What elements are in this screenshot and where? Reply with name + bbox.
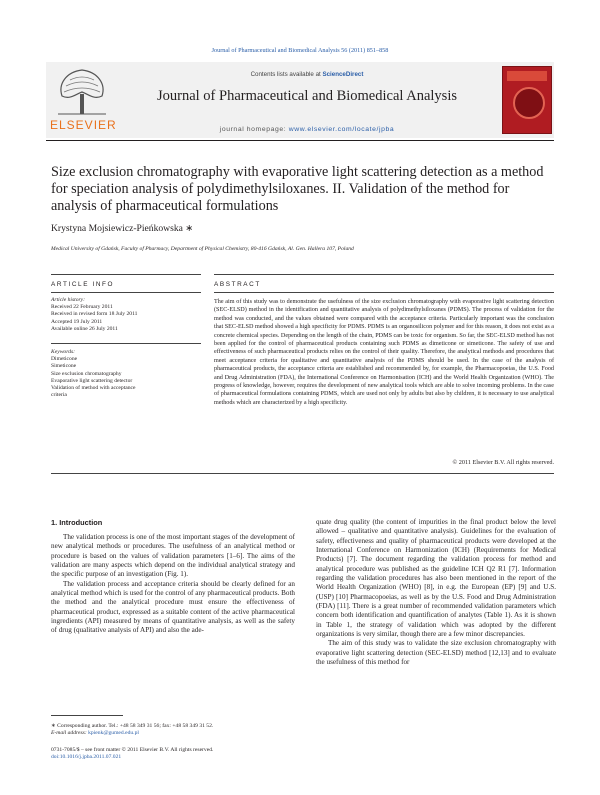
elsevier-tree-logo-icon bbox=[52, 64, 112, 116]
intro-right-column bbox=[316, 518, 556, 668]
keyword-item: criteria bbox=[51, 392, 67, 399]
journal-citation[interactable]: Journal of Pharmaceutical and Biomedical Analysis 56 (2011) 851–858 bbox=[211, 47, 389, 54]
keywords-label: Keywords: bbox=[51, 349, 76, 355]
homepage-prefix: journal homepage: bbox=[219, 126, 289, 133]
abstract-copyright: © 2011 Elsevier B.V. All rights reserved. bbox=[452, 459, 554, 466]
email-link[interactable]: kpienk@gumed.edu.pl bbox=[88, 730, 139, 737]
abstract-sub-rule bbox=[214, 292, 554, 293]
intro-left-column bbox=[51, 533, 295, 636]
history-item: Accepted 19 July 2011 bbox=[51, 318, 103, 325]
article-history bbox=[51, 297, 201, 333]
intro-paragraph: The validation process and acceptance criteria should be clearly defined for an analytical method which is used for the control of any pharmaceutical products. Both the method and the analytical procedure must ensure the effectiveness of pharmaceutical product, expressed as a suitable content of the active pharmaceutical ingredients (API) measured by means of quantitative analysis, as well as the safety of drug (qualitative analysis of API) and also the ade- bbox=[51, 579, 295, 635]
info-sub-rule bbox=[51, 292, 201, 293]
keyword-item: Evaporative light scattering detector bbox=[51, 377, 133, 384]
publisher-logo-text: ELSEVIER bbox=[50, 118, 117, 132]
abstract-text: The aim of this study was to demonstrate the usefulness of the size exclusion chromatography with evaporative light scattering detection (SEC-ELSD) method in the identification and quantitative analysis of polydimethylsiloxanes (PDMS). The process of validation for the method was conducted, and the values obtained were compared with the acceptance criteria. Particularly important was the conclusion that SEC-ELSD method showed a high specificity for PDMS. PDMS is an organosilicon polymer and for this reason, it does not exist as a concrete chemical species. Depending on the length of the chain, PDMS can be toxic for organism. So far, the SEC-ELSD method has not been applied for the control of pharmaceutical products containing such PDMS as dimeticone or simeticone. The safety of use and effectiveness of such pharmaceutical products relies on the control of their quality. Therefore, the analytical methods and procedures that meet acceptance criteria for qualitative and quantitative analysis of the PDMS should be used. In the case of the analysis of pharmaceutical products, the acceptance criteria are established and recommended by, for example, the Pharmacopoeias, the U.S. Food and Drug Administration (FDA), the International Conference on Harmonisation (ICH) and the World Health Organization (WHO). The progress of knowledge, however, requires the development of new analytical tools which are able to solve incoming problems. In the case of pharmaceutical formulations containing PDMS, which are used not only by adults but also by children, it is necessary to use analytical methods which are characterized by a high specificity. bbox=[214, 299, 554, 406]
corresponding-author-footnote bbox=[51, 723, 295, 737]
cover-graphic bbox=[513, 87, 545, 119]
article-authors: Krystyna Mojsiewicz-Pieńkowska ∗ bbox=[51, 223, 194, 234]
contents-line bbox=[116, 71, 498, 78]
introduction-heading: 1. Introduction bbox=[51, 518, 103, 527]
abstract-top-rule bbox=[214, 274, 554, 275]
keywords-rule bbox=[51, 343, 201, 344]
intro-paragraph: quate drug quality (the content of impurities in the final product below the level allowed – qualitative and quantitative analysis). Guidelines for the evaluation of safety, effectiveness and quality of pharmaceutical products were developed at the International Conference on Harmonization (ICH) (Requirements for Medical Products) [7]. The document regarding the validation process for method and analytical procedure was published as the guideline ICH Q2 R1 [7]. Information regarding the validation procedures has also been mentioned in the report of the World Health Organization (WHO) [8], in e.g. the European (EP) [9] and U.S. (USP) [10] Pharmacopoeias, as well as by the U.S. Food and Drug Administration (FDA) [11]. There is a great number of recommended validation parameters which concern both identification and quantification of analytes (Table 1). As it is shown in Table 1, the strategy of validation which was adopted by the different organizations is very similar, though there are a few minor discrepancies. bbox=[316, 518, 556, 639]
contents-prefix: Contents lists available at bbox=[250, 71, 323, 78]
abstract-bottom-rule bbox=[51, 473, 554, 474]
issn-line: 0731-7085/$ – see front matter © 2011 Elsevier B.V. All rights reserved. bbox=[51, 747, 214, 753]
masthead-rule bbox=[46, 140, 554, 141]
footnote-rule bbox=[51, 715, 123, 716]
history-item: Available online 26 July 2011 bbox=[51, 325, 118, 332]
keyword-item: Validation of method with acceptance bbox=[51, 385, 136, 392]
homepage-link[interactable]: www.elsevier.com/locate/jpba bbox=[288, 126, 395, 133]
keyword-item: Dimeticone bbox=[51, 356, 78, 363]
journal-title: Journal of Pharmaceutical and Biomedical Analysis bbox=[157, 88, 457, 104]
journal-cover-thumbnail bbox=[502, 66, 552, 134]
corresponding-author: ∗ Corresponding author. Tel.: +48 58 349 31 56; fax: +48 58 349 31 52. bbox=[51, 723, 214, 729]
author-affiliation: Medical University of Gdańsk, Faculty of Pharmacy, Department of Physical Chemistry, 80-416 Gdańsk, Al. Gen. Hallera 107, Poland bbox=[51, 246, 354, 252]
history-item: Received 22 February 2011 bbox=[51, 304, 113, 311]
history-item: Received in revised form 18 July 2011 bbox=[51, 311, 138, 318]
abstract-heading: ABSTRACT bbox=[214, 281, 261, 288]
intro-paragraph: The aim of this study was to validate the size exclusion chromatography with evaporative light scattering detection (SEC-ELSD) method [12,13] and to evaluate the usefulness of this method for bbox=[316, 639, 556, 667]
article-identifiers bbox=[51, 747, 311, 761]
keywords-list bbox=[51, 349, 201, 399]
email-line bbox=[51, 730, 295, 737]
info-top-rule bbox=[51, 274, 201, 275]
article-title: Size exclusion chromatography with evaporative light scattering detection as a method for speciation analysis of polydimethylsiloxanes. II. Validation of the method for analysis of pharmaceutical formulations bbox=[51, 164, 544, 214]
article-info-heading: ARTICLE INFO bbox=[51, 281, 115, 288]
keyword-item: Size exclusion chromatography bbox=[51, 370, 122, 377]
journal-homepage bbox=[116, 126, 498, 133]
sciencedirect-link[interactable]: ScienceDirect bbox=[322, 71, 364, 78]
intro-paragraph: The validation process is one of the most important stages of the development of new analytical methods or procedures. The usefulness of an analytical method or procedure is based on the values of validation parameters [1–6]. The aims of the validation are many aspects which depend on the individual analytical strategy and the specific purpose of an investigation (Fig. 1). bbox=[51, 533, 295, 579]
doi-link[interactable]: doi:10.1016/j.jpba.2011.07.021 bbox=[51, 754, 122, 761]
keyword-item: Simeticone bbox=[51, 363, 77, 370]
cover-banner bbox=[507, 71, 547, 81]
email-label: E-mail address: bbox=[51, 730, 89, 737]
history-label: Article history: bbox=[51, 297, 86, 303]
